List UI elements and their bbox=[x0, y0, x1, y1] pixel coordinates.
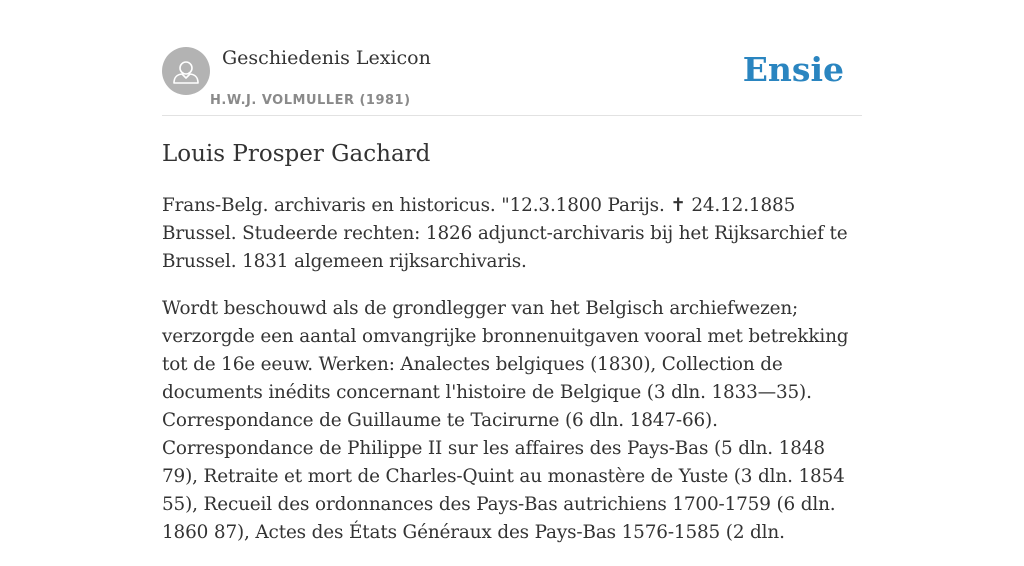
entry-title: Louis Prosper Gachard bbox=[162, 141, 431, 167]
source-title[interactable]: Geschiedenis Lexicon bbox=[222, 47, 431, 69]
source-author[interactable]: H.W.J. VOLMULLER (1981) bbox=[210, 93, 411, 108]
entry-paragraph: Wordt beschouwd als de grondlegger van het Belgisch archiefwezen; verzorgde een aantal omvangrijke bronnenuitgaven vooral met betrekking tot de 16e eeuw. Werken: Analectes belgiques (1830), Collection de documents inédits concernant l'histoire de Belgique (3 dln. 1833—35). Correspondance de Guillaume te Tacirurne (6 dln. 1847-66). Correspondance de Philippe II sur les affaires des Pays-Bas (5 dln. 1848 79), Retraite et mort de Charles-Quint au monastère de Yuste (3 dln. 1854 55), Recueil des ordonnances des Pays-Bas autrichiens 1700-1759 (6 dln. 1860 87), Actes des États Généraux des Pays-Bas 1576-1585 (2 dln. bbox=[162, 298, 849, 543]
brand-logo[interactable]: Ensie bbox=[742, 50, 844, 89]
user-avatar-icon[interactable] bbox=[162, 47, 210, 95]
avatar-glyph bbox=[162, 47, 210, 95]
header-divider bbox=[162, 115, 862, 116]
entry-body bbox=[162, 192, 862, 566]
entry-paragraph: Frans-Belg. archivaris en historicus. "12.3.1800 Parijs. ✝ 24.12.1885 Brussel. Studeerde rechten: 1826 adjunct-archivaris bij het Rijksarchief te Brussel. 1831 algemeen rijksarchivaris. bbox=[162, 195, 848, 272]
source-header bbox=[162, 46, 862, 116]
